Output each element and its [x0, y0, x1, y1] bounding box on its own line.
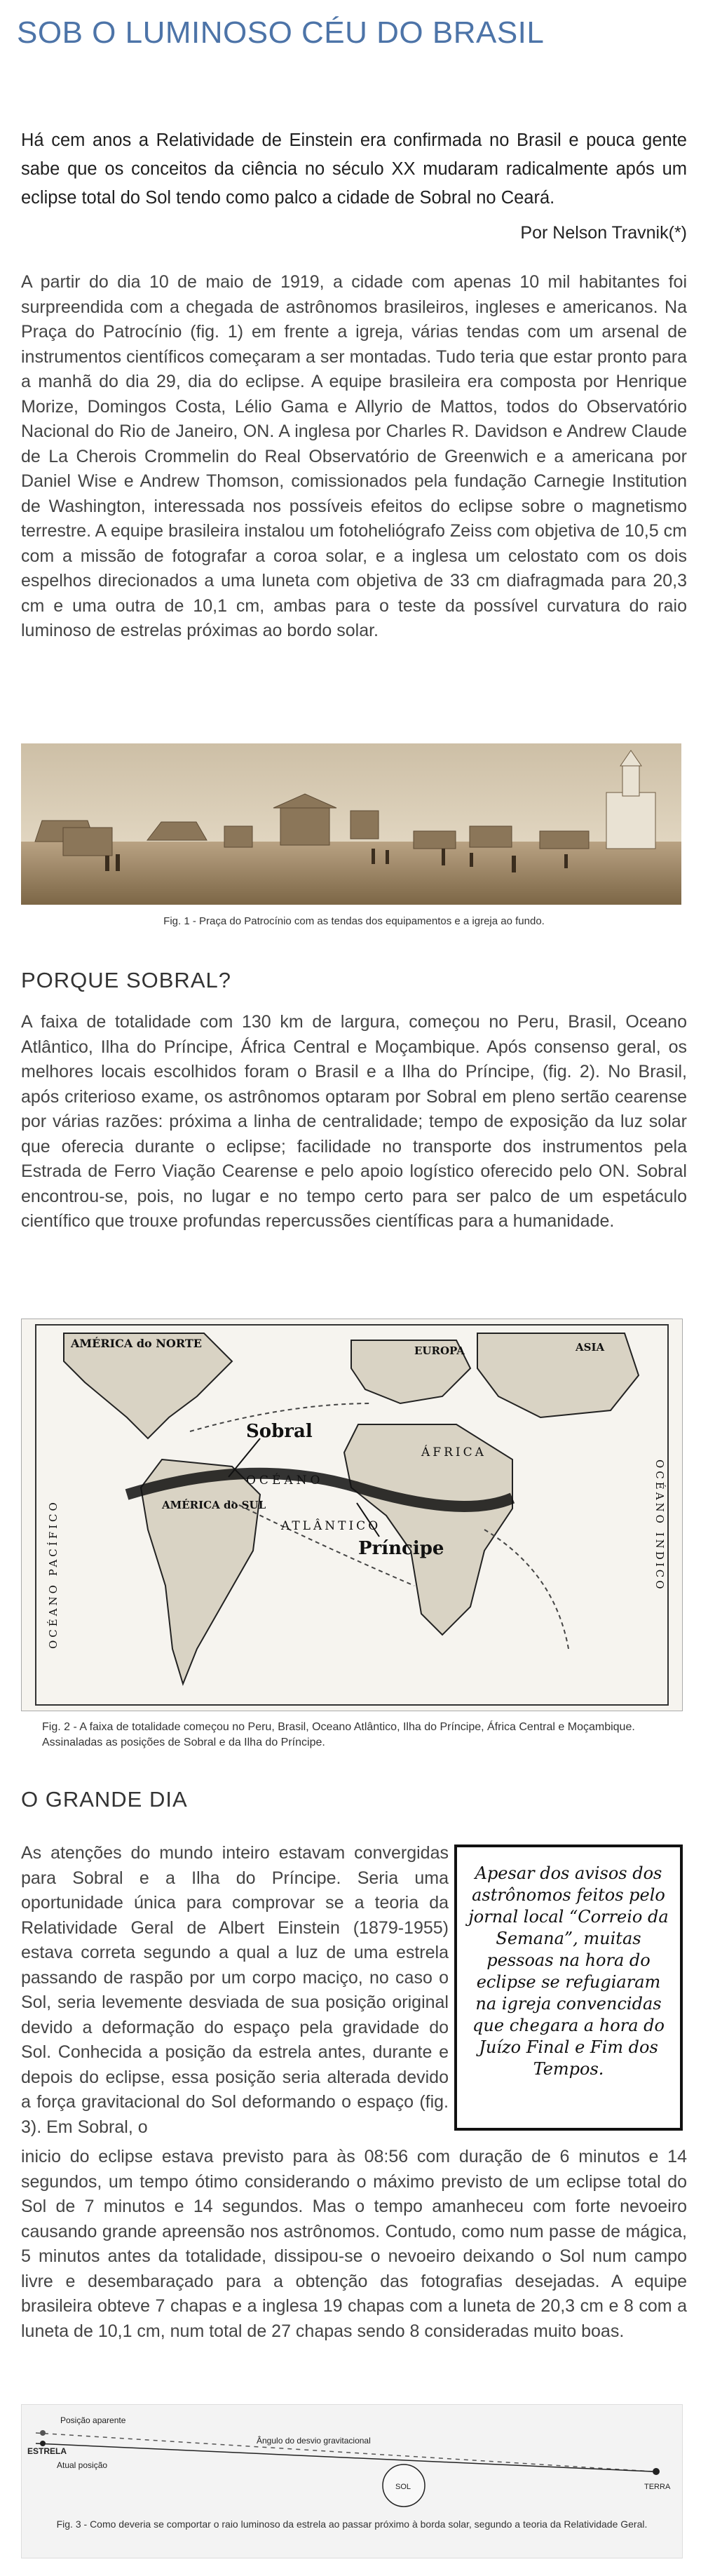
map-label-africa: ÁFRICA: [421, 1445, 486, 1459]
diagram-label-sol: SOL: [395, 2483, 411, 2491]
paragraph-3: As atenções do mundo inteiro estavam convergidas para Sobral e a Ilha do Príncipe. Seria uma oportunidade única para comprovar se a teoria da Relatividade Geral de Albert Einstein (1879-1955) estava correta segundo a qual a luz de uma estrela passando de raspão por um corpo maciço, no caso o Sol, seria levemente desviada de sua posição original devido a deformação do espaço pela gravidade do Sol. Conhecida a posição da estrela antes, durante e depois do eclipse, essa posição seria alterada devido a força gravitacional do Sol deformando o espaço (fig. 3). Em Sobral, o: [21, 1843, 449, 2137]
diagram-label-atual-posicao: Atual posição: [57, 2460, 108, 2470]
section-heading-porque-sobral: PORQUE SOBRAL?: [21, 968, 231, 992]
map-label-europa: EUROPA: [414, 1344, 465, 1357]
map-label-america-norte: AMÉRICA do NORTE: [71, 1337, 202, 1350]
map-label-atlantico: ATLÂNTICO: [281, 1519, 381, 1533]
paragraph-1: A partir do dia 10 de maio de 1919, a cidade com apenas 10 mil habitantes foi surpreendida com a chegada de astrônomos brasileiros, ingleses e americanos. Na Praça do Patrocínio (fig. 1) em frente a igreja, várias tendas com um arsenal de instrumentos científicos começaram a ser montadas. Tudo teria que estar pronto para a manhã do dia 29, dia do eclipse. A equipe brasileira era composta por Henrique Morize, Domingos Costa, Lélio Gama e Allyrio de Mattos, todos do Observatório Nacional do Rio de Janeiro, ON. A inglesa por Charles R. Davidson e Andrew Claude de La Cherois Crommelin do Real Observatório de Greenwich e a americana por Daniel Wise e Andrew Thomson, comissionados pela fundação Carnegie Institution de Washington, interessada nos possíveis efeitos do eclipse sobre o magnetismo terrestre. A equipe brasileira instalou um fotoheliógrafo Zeiss com objetiva de 10,5 cm com a missão de fotografar a coroa solar, e a inglesa um celostato com os dois espelhos direcionados a uma luneta com objetiva de 33 cm diafragmada para 20,3 cm e uma outra de 10,1 cm, ambas para o teste da possível curvatura do raio luminoso de estrelas próximas ao bordo solar.: [21, 272, 687, 640]
fig2-caption: Fig. 2 - A faixa de totalidade começou no Peru, Brasil, Oceano Atlântico, Ilha do Príncipe, África Central e Moçambique. Assinaladas as posições de Sobral e da Ilha do Príncipe.: [42, 1721, 635, 1748]
diagram-label-terra: TERRA: [644, 2483, 671, 2491]
article-byline: Por Nelson Travnik(*): [520, 223, 687, 243]
diagram-label-angulo: Ângulo do desvio gravitacional: [257, 2436, 371, 2446]
map-label-sobral: Sobral: [246, 1421, 313, 1442]
map-label-principe: Príncipe: [358, 1538, 444, 1559]
map-label-indico: OCÉANO INDICO: [653, 1459, 666, 1592]
world-map-illustration: [22, 1319, 682, 1711]
town-square-illustration: [21, 743, 681, 905]
diagram-label-estrela: ESTRELA: [27, 2446, 67, 2456]
light-deflection-illustration: [22, 2405, 682, 2510]
paragraph-2: A faixa de totalidade com 130 km de largura, começou no Peru, Brasil, Oceano Atlântico, Ilha do Príncipe, África Central e Moçambique. Após consenso geral, os melhores locais escolhidos foram o Brasil e a Ilha do Príncipe, (fig. 2). No Brasil, após criterioso exame, os astrônomos optaram por Sobral em pleno sertão cearense por várias razões: próxima a linha de centralidade; tempo de exposição da luz solar que oferecia durante o eclipse; facilidade no transporte dos instrumentos pela Estrada de Ferro Viação Cearense e pelo apoio logístico oferecido pelo ON. Sobral encontrou-se, pois, no lugar e no tempo certo para ser palco de um espetáculo científico que trouxe profundas repercussões científicas para a humanidade.: [21, 1012, 687, 1231]
map-label-asia: ASIA: [576, 1341, 605, 1354]
map-label-oceano: OCÉANO: [246, 1474, 324, 1488]
fig2-eclipse-map: [21, 1319, 683, 1711]
fig3-caption: Fig. 3 - Como deveria se comportar o raio luminoso da estrela ao passar próximo à borda solar, segundo a teoria da Relatividade Geral.: [56, 2518, 648, 2530]
fig3-deflection-diagram: [21, 2404, 683, 2558]
article-title: SOB O LUMINOSO CÉU DO BRASIL: [17, 15, 545, 50]
section-heading-o-grande-dia: O GRANDE DIA: [21, 1787, 188, 1812]
map-label-pacifico: OCÉANO PACÍFICO: [47, 1499, 60, 1649]
diagram-label-posicao-aparente: Posição aparente: [60, 2415, 126, 2425]
fig1-photo: [21, 743, 681, 905]
paragraph-4: inicio do eclipse estava previsto para às 08:56 com duração de 6 minutos e 14 segundos, um tempo ótimo considerando o máximo previsto de um eclipse total do Sol de 7 minutos e 14 segundos. Mas o tempo amanheceu com forte nevoeiro causando grande apreensão nos astrônomos. Contudo, como num passe de mágica, 5 minutos antes da totalidade, dissipou-se o nevoeiro deixando o Sol num campo livre e desembaraçado para a obtenção das fotografias desejadas. A equipe brasileira obteve 7 chapas e a inglesa 19 chapas com a luneta de 20,3 cm e 8 com a luneta de 10,1 cm, num total de 27 chapas sendo 8 consideradas muito boas.: [21, 2147, 687, 2341]
article-lede: Há cem anos a Relatividade de Einstein era confirmada no Brasil e pouca gente sabe que os conceitos da ciência no século XX mudaram radicalmente após um eclipse total do Sol tendo como palco a cidade de Sobral no Ceará.: [21, 130, 687, 208]
map-label-america-sul: AMÉRICA do SUL: [162, 1499, 266, 1511]
pull-quote-box: Apesar dos avisos dos astrônomos feitos pelo jornal local “Correio da Semana”, muitas pessoas na hora do eclipse se refugiaram na igreja convencidas que chegara a hora do Juízo Final e Fim dos Tempos.: [454, 1845, 683, 2131]
fig1-caption: Fig. 1 - Praça do Patrocínio com as tendas dos equipamentos e a igreja ao fundo.: [163, 915, 545, 927]
